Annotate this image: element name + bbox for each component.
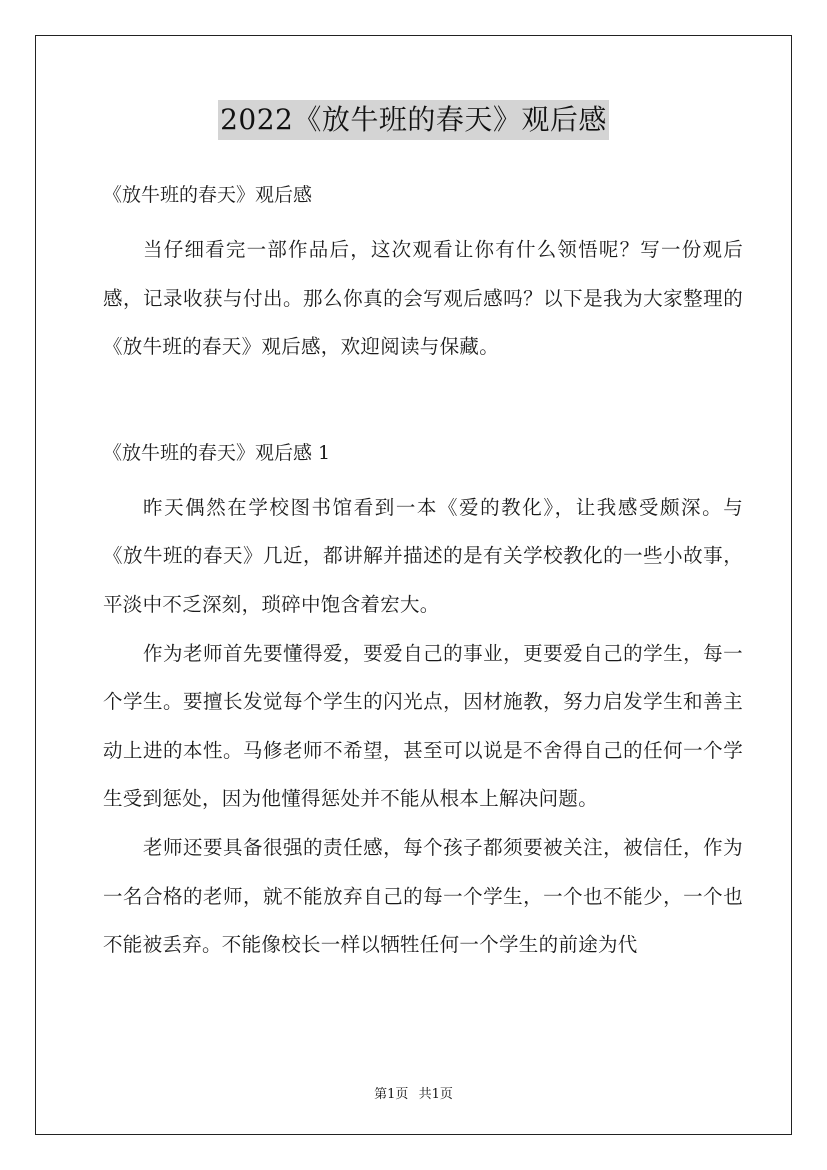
section1-paragraph-2: 作为老师首先要懂得爱，要爱自己的事业，更要爱自己的学生，每一个学生。要擅长发觉每个学生的闪光点，因材施教，努力启发学生和善主动上进的本性。马修老师不希望，甚至可以说是不舍得自己的任何一个学生受到惩处，因为他懂得惩处并不能从根本上解决问题。 [103,641,743,811]
page-total: 共1页 [418,1087,453,1102]
page-number: 第1页 [374,1087,409,1102]
intro-paragraph: 当仔细看完一部作品后，这次观看让你有什么领悟呢？写一份观后感，记录收获与付出。那么你真的会写观后感吗？以下是我为大家整理的《放牛班的春天》观后感，欢迎阅读与保藏。 [103,238,743,359]
page-footer [0,1083,827,1102]
section1-heading: 《放牛班的春天》观后感 1 [103,441,331,464]
document-body [103,176,743,970]
intro-heading: 《放牛班的春天》观后感 [103,184,313,206]
document-title: 2022《放牛班的春天》观后感 [218,100,609,140]
section1-paragraph-3: 老师还要具备很强的责任感，每个孩子都须要被关注，被信任，作为一名合格的老师，就不能放弃自己的每一个学生，一个也不能少，一个也不能被丢弃。不能像校长一样以牺牲任何一个学生的前途为代 [103,835,743,957]
title-container [0,100,827,140]
section1-paragraph-1: 昨天偶然在学校图书馆看到一本《爱的教化》，让我感受颇深。与《放牛班的春天》几近，都讲解并描述的是有关学校教化的一些小故事，平淡中不乏深刻，琐碎中饱含着宏大。 [103,495,743,616]
